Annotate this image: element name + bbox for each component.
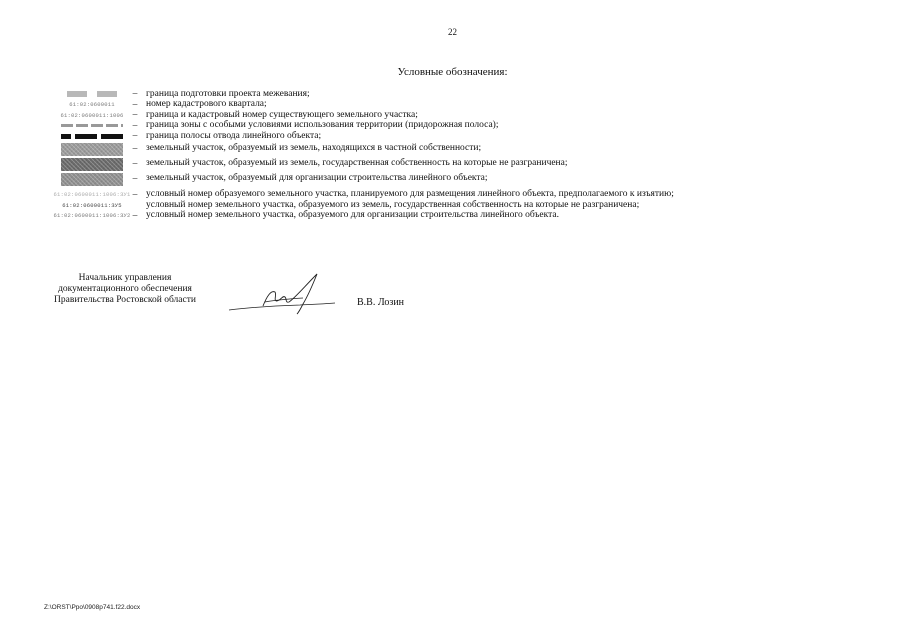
cadastral-quarter-symbol — [60, 100, 124, 111]
legend-row-right-of-way — [60, 131, 880, 142]
legend-dash: – — [132, 110, 138, 121]
linear-parcel-symbol — [60, 172, 124, 187]
legend-text: номер кадастрового квартала; — [146, 99, 267, 109]
handwritten-signature — [225, 268, 340, 318]
legend-dash: – — [132, 120, 138, 131]
symbol-label: 61:02:0600011:1006:ЗУ2 — [53, 212, 131, 220]
project-boundary-symbol — [60, 89, 124, 100]
legend — [53, 88, 880, 221]
legend-row-project-boundary — [60, 89, 880, 100]
legend-text: граница подготовки проекта межевания; — [146, 88, 310, 99]
legend-row-seizure-number — [53, 189, 880, 201]
legend-row-existing-parcel — [60, 110, 880, 121]
existing-parcel-symbol — [60, 110, 124, 121]
legend-row-state-number — [60, 200, 880, 211]
legend-dash: – — [132, 131, 138, 142]
state-number-symbol — [60, 200, 124, 211]
roadside-zone-symbol — [60, 121, 124, 132]
legend-row-linear-number — [53, 210, 880, 222]
position-line: Начальник управления — [78, 273, 172, 283]
symbol-label: 61:02:0600011:ЗУ5 — [62, 201, 122, 209]
right-of-way-symbol — [60, 131, 124, 142]
legend-dash: – — [132, 144, 138, 154]
state-parcel-symbol — [60, 157, 124, 172]
page-number: 22 — [448, 27, 457, 37]
signatory-position — [44, 273, 206, 306]
legend-row-roadside-zone — [60, 121, 880, 132]
legend-row-private-parcel — [60, 142, 880, 157]
legend-text: условный номер земельного участка, образуемого из земель, государственная собственность на которые не разграничена; — [146, 199, 640, 210]
symbol-label: 61:02:0600011:1006 — [60, 111, 124, 119]
legend-dash: – — [132, 159, 138, 169]
legend-title: Условные обозначения: — [397, 66, 508, 78]
symbol-label: 61:02:0600011:1006:ЗУ1 — [53, 191, 131, 199]
legend-text: условный номер образуемого земельного участка, планируемого для размещения линейного объекта, предполагаемого к изъятию; — [146, 189, 674, 199]
legend-text: условный номер земельного участка, образуемого для организации строительства линейного объекта. — [146, 210, 559, 220]
legend-text: граница полосы отвода линейного объекта; — [146, 130, 322, 141]
legend-row-cadastral-quarter — [60, 100, 880, 111]
legend-dash: – — [132, 189, 138, 200]
seizure-number-symbol — [53, 190, 131, 201]
linear-number-symbol — [53, 211, 131, 222]
legend-dash: – — [132, 174, 138, 184]
legend-row-state-parcel — [60, 157, 880, 172]
legend-dash: – — [132, 99, 138, 110]
legend-dash: – — [132, 89, 138, 100]
private-parcel-symbol — [60, 142, 124, 157]
legend-text: земельный участок, образуемый из земель, находящихся в частной собственности; — [146, 143, 482, 154]
symbol-label: 61:02:0600011 — [69, 101, 115, 109]
file-path: Z:\ORST\Ppo\0908p741.f22.docx — [44, 604, 141, 611]
legend-text: граница зоны с особыми условиями использования территории (придорожная полоса); — [146, 120, 499, 130]
signatory-name: В.В. Лозин — [357, 297, 405, 308]
position-line: Правительства Ростовской области — [54, 295, 196, 305]
legend-dash: – — [132, 210, 138, 221]
legend-text: граница и кадастровый номер существующего земельного участка; — [146, 109, 418, 120]
legend-text: земельный участок, образуемый из земель, государственная собственность на которые не разграничена; — [146, 158, 568, 169]
legend-row-linear-parcel — [60, 172, 880, 187]
legend-text: земельный участок, образуемый для организации строительства линейного объекта; — [146, 173, 488, 184]
position-line: документационного обеспечения — [58, 284, 192, 294]
